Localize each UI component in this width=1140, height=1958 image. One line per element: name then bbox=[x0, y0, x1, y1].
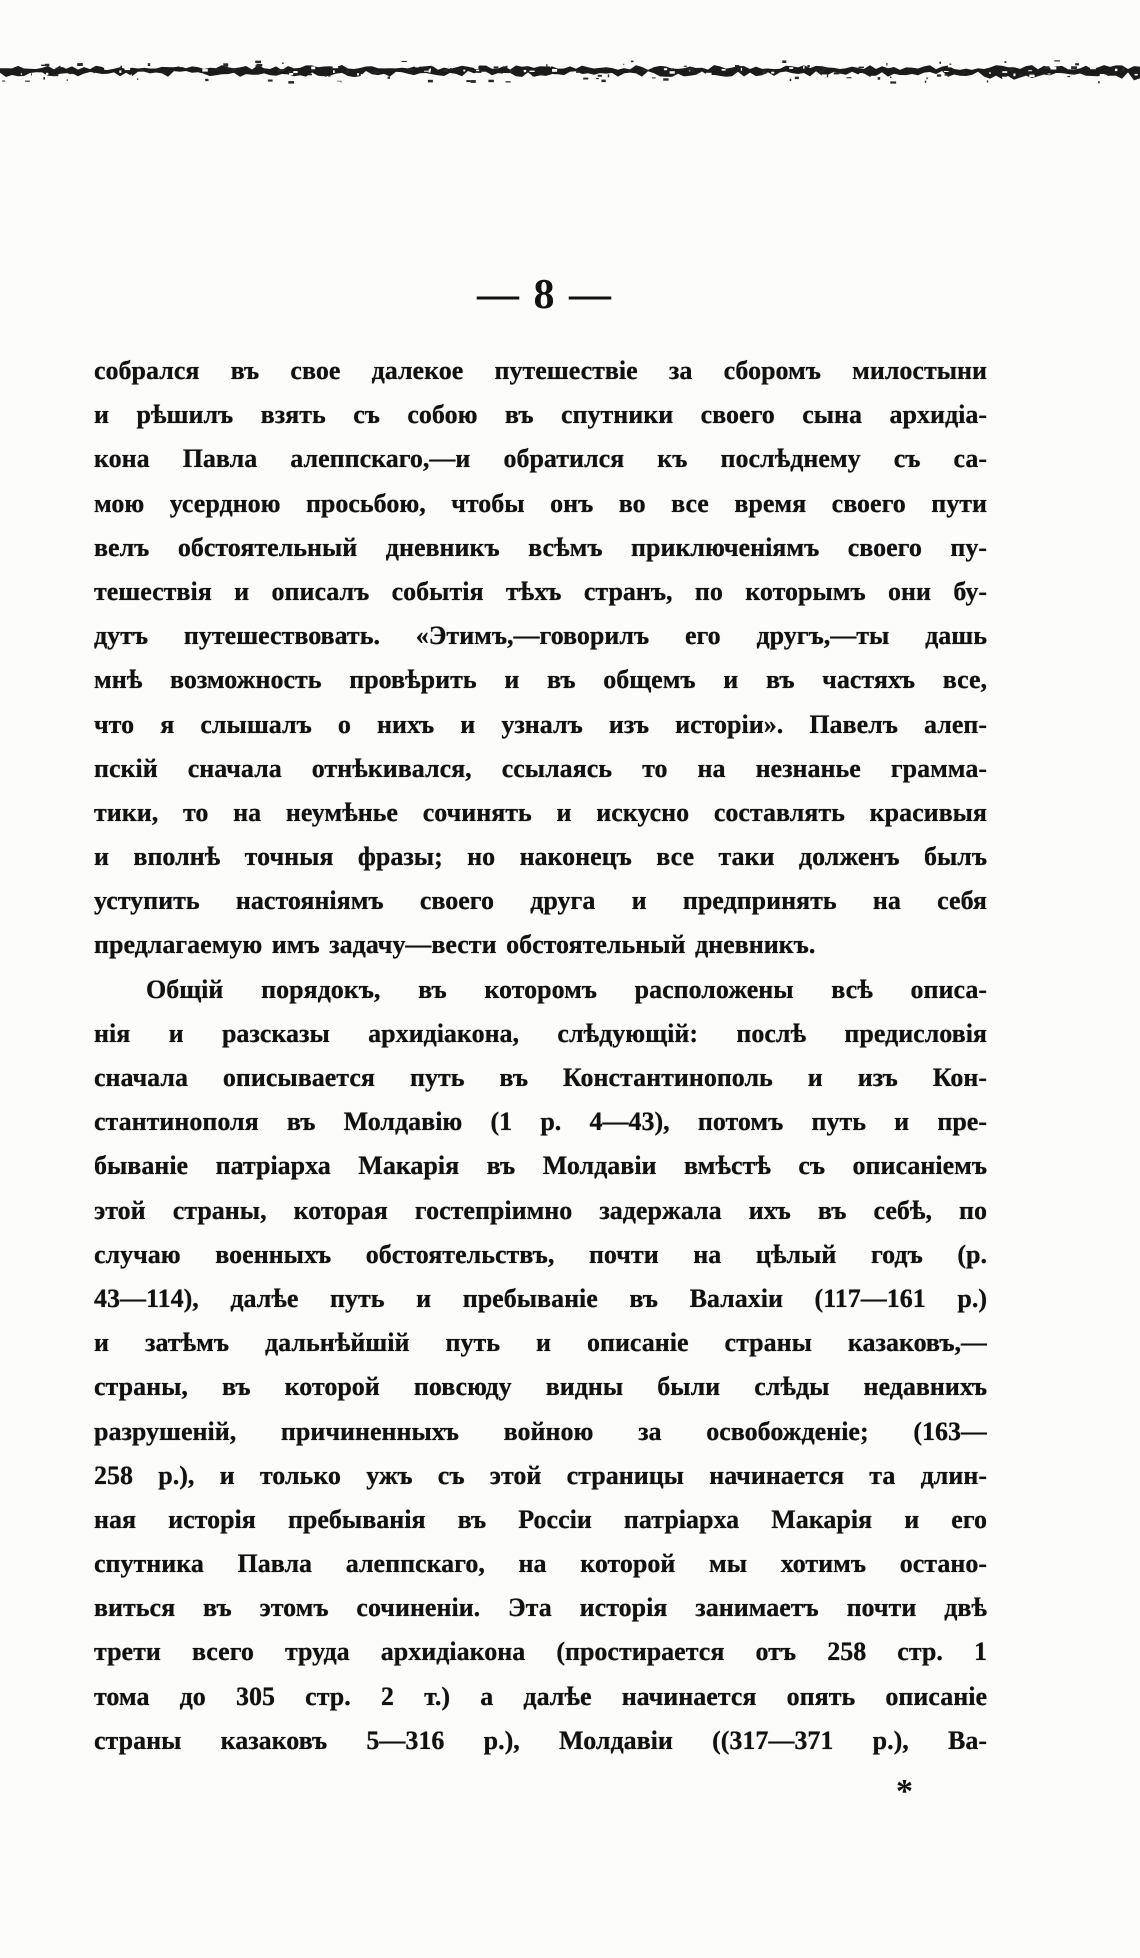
scan-speck bbox=[1050, 67, 1056, 70]
scan-speck bbox=[131, 74, 132, 77]
scan-speck bbox=[911, 75, 916, 77]
scan-speck bbox=[180, 64, 183, 67]
scan-speck bbox=[1071, 66, 1077, 69]
scan-speck bbox=[944, 71, 949, 72]
scan-speck bbox=[67, 79, 68, 81]
scan-speck bbox=[50, 61, 51, 64]
scan-speck bbox=[762, 65, 767, 67]
scan-speck bbox=[722, 79, 724, 82]
scan-speck bbox=[202, 69, 208, 72]
scan-speck bbox=[357, 73, 359, 75]
scan-speck bbox=[790, 79, 792, 81]
scan-speck bbox=[308, 74, 312, 76]
scan-speck bbox=[650, 60, 652, 62]
scan-speck bbox=[591, 61, 595, 62]
scan-speck bbox=[822, 74, 827, 77]
text-line: Общій порядокъ, въ которомъ расположены всѣ описа- bbox=[146, 974, 987, 1004]
text-line: пскій сначала отнѣкивался, ссылаясь то на незнанье грамма- bbox=[94, 753, 987, 783]
scan-speck bbox=[333, 66, 338, 68]
scan-speck bbox=[140, 65, 143, 67]
text-line: нія и разсказы архидіакона, слѣдующій: послѣ предисловія bbox=[94, 1018, 987, 1048]
scan-speck bbox=[408, 69, 413, 70]
scan-speck bbox=[1115, 69, 1118, 72]
scan-speck bbox=[619, 80, 624, 82]
scan-speck bbox=[361, 74, 362, 76]
scan-speck bbox=[282, 62, 284, 64]
scan-speck bbox=[795, 77, 799, 79]
scan-speck bbox=[386, 60, 387, 61]
scan-speck bbox=[583, 78, 588, 80]
scan-speck bbox=[677, 81, 679, 83]
scan-speck bbox=[471, 80, 476, 83]
scan-speck bbox=[807, 65, 809, 67]
scan-speck bbox=[373, 62, 375, 65]
scan-speck bbox=[346, 71, 349, 74]
scan-speck bbox=[330, 67, 331, 69]
scan-speck bbox=[631, 61, 634, 63]
scan-speck bbox=[203, 64, 205, 66]
scan-speck bbox=[623, 65, 625, 68]
scan-speck bbox=[924, 75, 929, 77]
scan-speck bbox=[684, 81, 688, 83]
text-line: ная исторія пребыванія въ Россіи патріарха Макарія и его bbox=[94, 1504, 987, 1534]
scan-speck bbox=[14, 61, 15, 63]
text-line: дутъ путешествовать. «Этимъ,—говорилъ его другъ,—ты дашь bbox=[94, 621, 987, 651]
scan-speck bbox=[506, 74, 512, 76]
scan-speck bbox=[346, 81, 351, 84]
scan-speck bbox=[363, 77, 365, 78]
scan-speck bbox=[94, 72, 96, 74]
scan-speck bbox=[945, 74, 951, 75]
text-line: сначала описывается путь въ Константинополь и изъ Кон- bbox=[94, 1063, 987, 1092]
scan-speck bbox=[976, 65, 978, 66]
scan-speck bbox=[848, 81, 851, 83]
scan-speck bbox=[576, 70, 579, 73]
scan-speck bbox=[1067, 76, 1070, 77]
scan-speck bbox=[1006, 60, 1010, 63]
scan-speck bbox=[393, 75, 399, 77]
scan-speck bbox=[436, 79, 437, 82]
scan-speck bbox=[643, 70, 647, 72]
scan-speck bbox=[474, 66, 478, 69]
text-line: спутника Павла алеппскаго, на которой мы хотимъ остано- bbox=[94, 1549, 987, 1579]
scan-speck bbox=[623, 64, 624, 65]
scan-speck bbox=[727, 78, 733, 80]
scan-speck bbox=[840, 79, 844, 81]
scan-speck bbox=[278, 69, 284, 71]
scan-speck bbox=[859, 73, 863, 75]
scan-speck bbox=[435, 82, 436, 85]
scan-speck bbox=[1090, 68, 1096, 70]
scan-speck bbox=[1040, 79, 1044, 80]
scan-speck bbox=[155, 75, 161, 78]
paragraph bbox=[94, 349, 987, 968]
scan-speck bbox=[662, 61, 668, 62]
scan-speck bbox=[429, 70, 431, 73]
text-line: случаю военныхъ обстоятельствъ, почти на цѣлый годъ (р. bbox=[94, 1239, 987, 1269]
text-line: 43—114), далѣе путь и пребываніе въ Валахіи (117—161 р.) bbox=[94, 1283, 987, 1313]
text-line: виться въ этомъ сочиненіи. Эта исторія занимаетъ почти двѣ bbox=[94, 1593, 987, 1623]
scan-speck bbox=[670, 68, 674, 69]
scan-speck bbox=[503, 73, 508, 75]
scan-speck bbox=[197, 73, 203, 76]
scan-speck bbox=[838, 81, 843, 83]
scan-speck bbox=[874, 60, 879, 63]
scan-speck bbox=[1100, 74, 1105, 76]
scan-speck bbox=[328, 75, 331, 76]
scan-speck bbox=[524, 70, 527, 72]
scan-speck bbox=[43, 77, 45, 80]
scan-speck bbox=[871, 76, 877, 78]
scan-speck bbox=[1098, 81, 1100, 83]
scan-speck bbox=[119, 70, 121, 73]
scan-speck bbox=[61, 65, 64, 68]
scan-speck bbox=[104, 68, 108, 70]
scan-speck bbox=[745, 62, 749, 64]
scan-speck bbox=[333, 70, 335, 73]
scan-speck bbox=[1075, 63, 1079, 65]
text-line: 258 р.), и только ужъ съ этой страницы начинается та длин- bbox=[94, 1460, 987, 1490]
scan-speck bbox=[550, 66, 551, 68]
scan-speck bbox=[1002, 71, 1007, 73]
scan-speck bbox=[596, 78, 599, 79]
scan-speck bbox=[692, 70, 694, 72]
scan-speck bbox=[99, 61, 100, 62]
text-line: страны казаковъ 5—316 р.), Молдавіи ((317—371 р.), Ва- bbox=[94, 1725, 987, 1755]
scan-speck bbox=[868, 68, 869, 71]
scan-speck bbox=[696, 76, 699, 77]
scan-speck bbox=[53, 75, 59, 77]
text-line: что я слышалъ о нихъ и узналъ изъ исторіи». Павелъ алеп- bbox=[94, 709, 987, 739]
scan-speck bbox=[140, 70, 145, 72]
scan-speck bbox=[1069, 80, 1072, 82]
scan-speck bbox=[763, 73, 766, 75]
scan-speck bbox=[664, 68, 667, 70]
scan-speck bbox=[77, 63, 81, 66]
scan-top-border bbox=[0, 52, 1140, 88]
scan-speck bbox=[488, 73, 489, 76]
scan-speck bbox=[540, 74, 544, 75]
scan-speck bbox=[311, 81, 314, 82]
scan-speck bbox=[886, 63, 887, 66]
scan-speck bbox=[741, 68, 742, 71]
scan-speck bbox=[940, 70, 942, 71]
scan-speck bbox=[948, 65, 954, 68]
scan-speck bbox=[268, 80, 273, 82]
scan-speck bbox=[163, 72, 166, 74]
scan-speck bbox=[878, 77, 881, 80]
scan-speck bbox=[987, 80, 988, 82]
scan-speck bbox=[735, 65, 739, 67]
scan-speck bbox=[598, 75, 602, 77]
scan-speck bbox=[96, 62, 98, 65]
scan-speck bbox=[710, 77, 713, 78]
scan-speck bbox=[476, 70, 479, 72]
scan-speck bbox=[754, 61, 758, 63]
scan-speck bbox=[2, 76, 4, 79]
text-line: стантинополя въ Молдавію (1 р. 4—43), потомъ путь и пре- bbox=[94, 1107, 987, 1137]
scan-speck bbox=[771, 72, 774, 74]
scan-speck bbox=[177, 81, 182, 84]
text-line: кона Павла алеппскаго,—и обратился къ послѣднему съ са- bbox=[94, 444, 987, 474]
scan-speck bbox=[1015, 82, 1020, 84]
scan-speck bbox=[424, 71, 429, 72]
text-line: и рѣшилъ взять съ собою въ спутники своего сына архидіа- bbox=[94, 400, 987, 430]
scan-speck bbox=[625, 66, 627, 68]
scan-speck bbox=[137, 78, 138, 79]
scan-speck bbox=[66, 63, 71, 66]
scan-speck bbox=[56, 68, 61, 69]
scan-speck bbox=[488, 80, 494, 83]
scan-speck bbox=[552, 69, 557, 72]
scan-speck bbox=[1009, 69, 1014, 70]
text-line: страны, въ которой повсюду видны были слѣды недавнихъ bbox=[94, 1372, 987, 1402]
text-line: мнѣ возможность провѣрить и въ общемъ и въ частяхъ все, bbox=[94, 665, 987, 695]
scan-speck bbox=[900, 63, 901, 65]
scan-speck bbox=[402, 61, 407, 62]
scan-speck bbox=[256, 65, 258, 67]
scan-speck bbox=[847, 77, 852, 78]
scan-speck bbox=[663, 78, 668, 80]
scan-speck bbox=[31, 73, 32, 75]
document-body-text bbox=[94, 349, 987, 1763]
scan-speck bbox=[822, 68, 826, 70]
scan-speck bbox=[325, 77, 329, 78]
scan-speck bbox=[226, 65, 228, 68]
scan-speck bbox=[21, 73, 22, 75]
scan-speck bbox=[505, 66, 507, 68]
scan-speck bbox=[415, 65, 419, 68]
scan-speck bbox=[443, 70, 448, 72]
scan-speck bbox=[463, 70, 465, 72]
scan-speck bbox=[722, 69, 726, 71]
scan-speck bbox=[120, 66, 122, 69]
text-line: тома до 305 стр. 2 т.) а далѣе начинается опять описаніе bbox=[94, 1681, 987, 1711]
scan-speck bbox=[453, 76, 454, 77]
scan-speck bbox=[993, 81, 994, 82]
scan-speck bbox=[507, 79, 510, 80]
scan-speck bbox=[803, 66, 805, 69]
text-line: трети всего труда архидіакона (простирается отъ 258 стр. 1 bbox=[94, 1637, 987, 1667]
scan-speck bbox=[764, 63, 769, 65]
text-line: и вполнѣ точныя фразы; но наконецъ все таки долженъ былъ bbox=[94, 842, 987, 872]
scan-speck bbox=[670, 71, 675, 74]
signature-mark: * bbox=[896, 1773, 913, 1810]
scan-speck bbox=[466, 80, 470, 82]
scan-speck bbox=[552, 74, 554, 77]
scan-speck bbox=[958, 82, 960, 85]
scan-speck bbox=[1048, 74, 1051, 75]
scan-speck bbox=[834, 72, 840, 74]
text-line: уступить настояніямъ своего друга и предпринять на себя bbox=[94, 886, 987, 916]
scan-speck bbox=[432, 65, 435, 66]
text-line: собрался въ свое далекое путешествіе за сборомъ милостыни bbox=[94, 356, 987, 385]
scan-speck bbox=[330, 80, 332, 82]
scan-speck bbox=[351, 81, 353, 83]
scan-speck bbox=[231, 68, 236, 70]
scan-speck bbox=[238, 81, 244, 83]
scan-speck bbox=[125, 68, 131, 70]
scan-speck bbox=[890, 81, 896, 83]
scan-speck bbox=[706, 73, 712, 76]
scan-speck bbox=[963, 62, 967, 64]
scan-speck bbox=[205, 79, 208, 81]
text-line: бываніе патріарха Макарія въ Молдавіи вмѣстѣ съ описаніемъ bbox=[94, 1151, 987, 1181]
page-number-header: — 8 — bbox=[477, 272, 613, 318]
scan-speck bbox=[289, 71, 292, 73]
scan-speck bbox=[481, 80, 483, 82]
scan-speck bbox=[919, 64, 924, 66]
scan-speck bbox=[450, 68, 452, 70]
scan-speck bbox=[148, 70, 150, 71]
scan-speck bbox=[453, 60, 457, 61]
scan-speck bbox=[1019, 74, 1022, 76]
scan-speck bbox=[336, 81, 341, 84]
scan-speck bbox=[758, 77, 760, 79]
scan-speck bbox=[819, 71, 824, 73]
scan-speck bbox=[2, 81, 5, 82]
scan-speck bbox=[601, 80, 605, 83]
scan-speck bbox=[185, 63, 188, 66]
scan-speck bbox=[69, 73, 74, 74]
scan-speck bbox=[46, 73, 48, 75]
scan-speck bbox=[684, 66, 687, 67]
scan-speck bbox=[215, 69, 219, 70]
scan-speck bbox=[738, 78, 741, 81]
scan-speck bbox=[187, 82, 191, 84]
scan-speck bbox=[890, 77, 891, 79]
scan-speck bbox=[859, 67, 865, 68]
scan-speck bbox=[964, 71, 966, 73]
scan-speck bbox=[939, 62, 941, 64]
text-line: мою усердною просьбою, чтобы онъ во все время своего пути bbox=[94, 488, 987, 518]
scan-speck bbox=[608, 74, 609, 77]
scan-speck bbox=[699, 80, 704, 82]
scan-speck bbox=[428, 80, 433, 83]
scan-speck bbox=[388, 77, 390, 79]
scan-speck bbox=[925, 81, 927, 83]
scan-speck bbox=[418, 63, 423, 65]
scan-speck bbox=[546, 64, 547, 67]
scan-speck bbox=[223, 82, 227, 85]
scan-speck bbox=[1135, 74, 1138, 76]
scan-edge-band bbox=[0, 65, 1140, 80]
text-line: и затѣмъ дальнѣйшій путь и описаніе страны казаковъ,— bbox=[94, 1328, 987, 1358]
scan-speck bbox=[530, 71, 535, 72]
text-line: предлагаемую имъ задачу—вести обстоятельный дневникъ. bbox=[94, 930, 816, 960]
scan-speck bbox=[789, 67, 793, 69]
scan-speck bbox=[532, 75, 534, 76]
scan-speck bbox=[173, 75, 176, 78]
scan-speck bbox=[38, 79, 44, 81]
scan-speck bbox=[311, 67, 315, 70]
paragraph bbox=[94, 968, 987, 1763]
scan-speck bbox=[652, 77, 656, 78]
scan-speck bbox=[480, 77, 482, 79]
text-line: тешествія и описалъ событія тѣхъ странъ, по которымъ они бу- bbox=[94, 576, 987, 606]
scan-speck bbox=[687, 68, 692, 71]
scan-speck bbox=[45, 64, 50, 66]
scan-speck bbox=[293, 71, 297, 73]
scan-speck bbox=[895, 79, 899, 81]
scan-speck bbox=[989, 72, 990, 74]
scan-speck bbox=[506, 81, 511, 82]
scan-speck bbox=[799, 75, 804, 77]
scan-speck bbox=[1122, 68, 1124, 71]
text-line: разрушеній, причиненныхъ войною за освобожденіе; (163— bbox=[94, 1416, 987, 1446]
scan-speck bbox=[1058, 77, 1061, 80]
scan-speck bbox=[937, 74, 941, 76]
scan-speck bbox=[567, 82, 573, 85]
scan-speck bbox=[494, 66, 499, 68]
scan-speck bbox=[289, 73, 293, 75]
scan-speck bbox=[1054, 60, 1060, 61]
scan-speck bbox=[782, 60, 786, 63]
scan-speck bbox=[255, 61, 261, 63]
scan-speck bbox=[148, 63, 150, 66]
text-line: велъ обстоятельный дневникъ всѣмъ приключеніямъ своего пу- bbox=[94, 532, 987, 562]
scan-speck bbox=[79, 76, 81, 78]
scan-speck bbox=[1022, 62, 1025, 64]
scan-speck bbox=[256, 64, 261, 66]
scan-speck bbox=[910, 80, 912, 81]
scan-speck bbox=[1044, 66, 1050, 69]
scan-speck bbox=[209, 62, 211, 64]
scan-speck bbox=[510, 70, 513, 73]
scan-speck bbox=[288, 81, 294, 84]
scan-speck bbox=[325, 75, 326, 77]
scan-speck bbox=[1028, 70, 1032, 71]
scan-speck bbox=[477, 71, 482, 73]
text-line: тики, то на неумѣнье сочинять и искусно составлять красивыя bbox=[94, 797, 987, 827]
scan-speck bbox=[1029, 75, 1034, 78]
scan-speck bbox=[1002, 77, 1007, 79]
scan-speck bbox=[25, 81, 30, 82]
scan-speck bbox=[1004, 65, 1009, 66]
text-line: этой страны, которая гостепріимно задержала ихъ въ себѣ, по bbox=[94, 1195, 987, 1225]
scan-speck bbox=[1108, 74, 1110, 76]
scan-speck bbox=[1013, 74, 1015, 77]
scan-speck bbox=[374, 70, 375, 72]
